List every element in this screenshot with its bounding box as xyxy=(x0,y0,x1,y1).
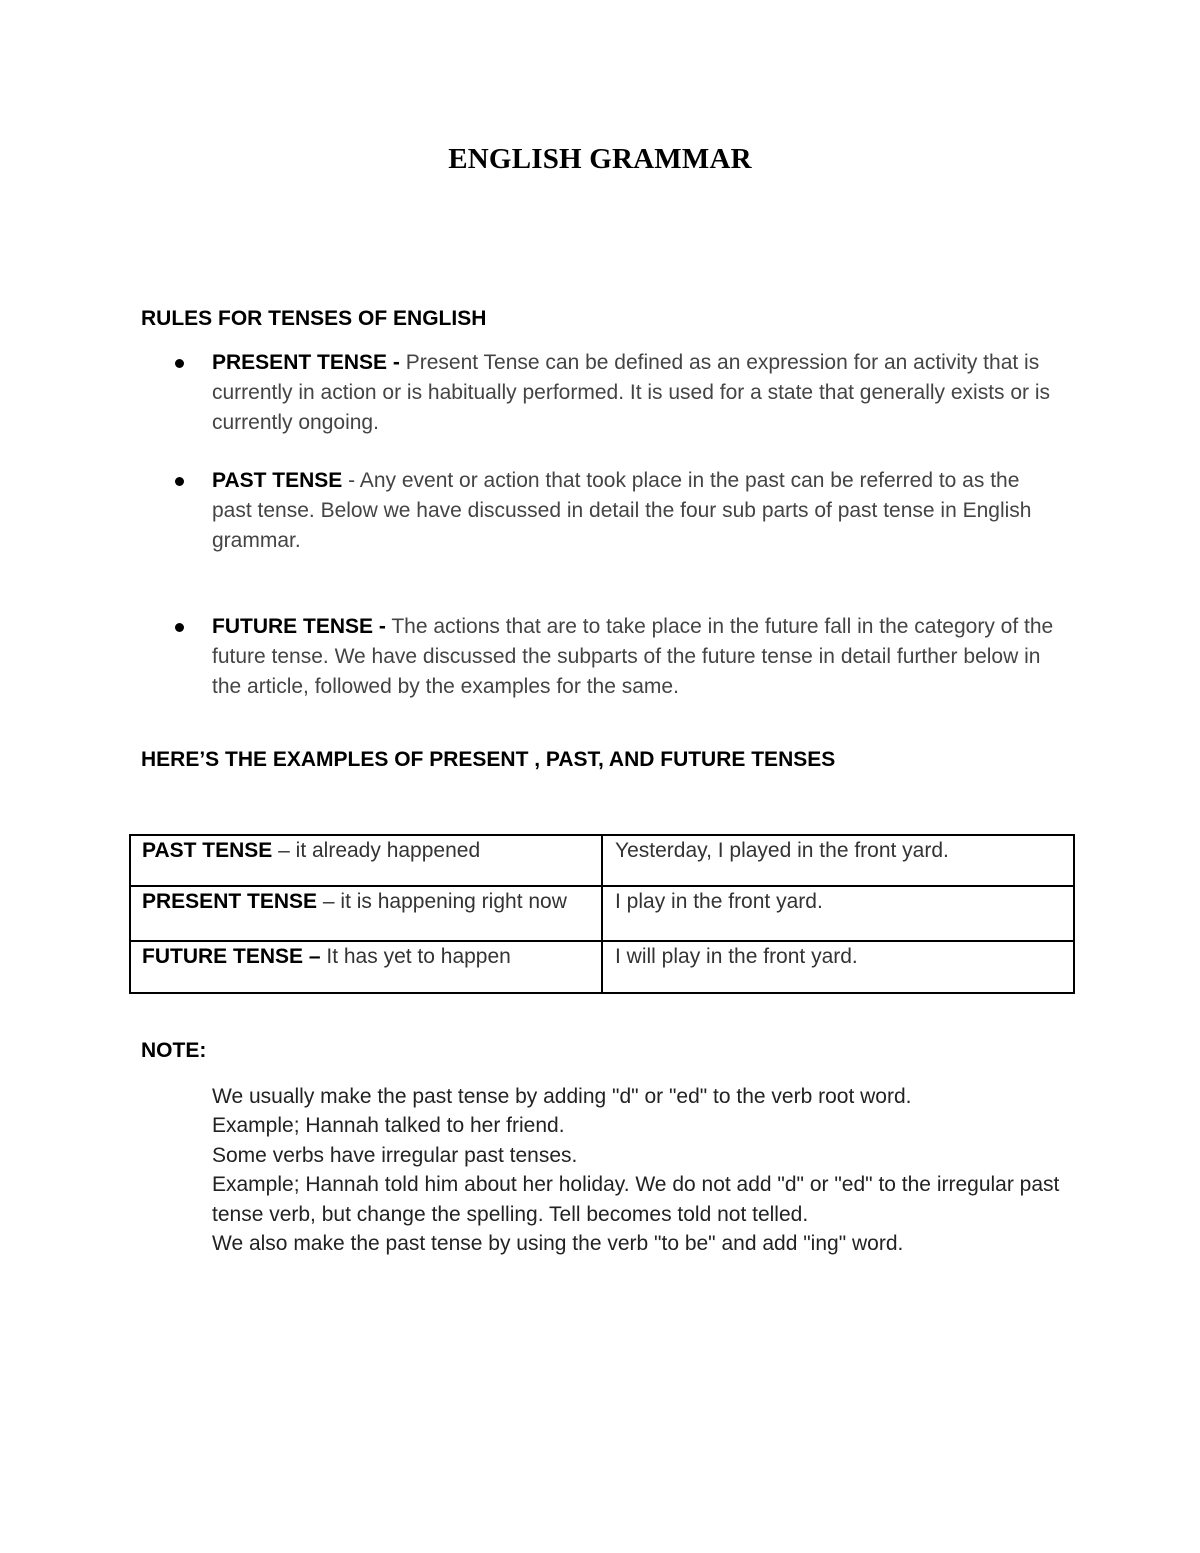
bullet-icon xyxy=(175,477,184,486)
examples-heading: HERE’S THE EXAMPLES OF PRESENT , PAST, AND FUTURE TENSES xyxy=(141,748,836,771)
table-row xyxy=(130,835,1074,886)
list-item-present-tense xyxy=(212,348,1062,438)
table-term: FUTURE TENSE – xyxy=(142,945,321,968)
table-description: It has yet to happen xyxy=(326,945,511,968)
note-line: We also make the past tense by using the verb "to be" and add "ing" word. xyxy=(212,1232,904,1256)
note-heading: NOTE: xyxy=(141,1039,207,1062)
table-cell-tense xyxy=(130,886,602,941)
note-line: Some verbs have irregular past tenses. xyxy=(212,1143,578,1167)
table-term: PAST TENSE xyxy=(142,839,273,862)
page-title: ENGLISH GRAMMAR xyxy=(448,143,752,175)
past-tense-definition: - Any event or action that took place in the past can be referred to as the past tense. Below we have discussed in detail the four sub parts of past tense in English grammar. xyxy=(212,469,1032,552)
present-tense-definition: Present Tense can be defined as an expression for an activity that is currently in action or is habitually performed. It is used for a state that generally exists or is currently ongoing. xyxy=(212,351,1051,434)
table-description: – it already happened xyxy=(278,839,481,862)
future-tense-term: FUTURE TENSE - xyxy=(212,615,386,638)
table-row xyxy=(130,886,1074,941)
bullet-icon xyxy=(175,359,184,368)
table-cell-example: I play in the front yard. xyxy=(602,886,1074,941)
bullet-icon xyxy=(175,623,184,632)
table-cell-example: Yesterday, I played in the front yard. xyxy=(602,835,1074,886)
past-tense-term: PAST TENSE xyxy=(212,469,343,492)
list-item-past-tense xyxy=(212,466,1062,556)
note-body xyxy=(212,1082,1112,1258)
table-row xyxy=(130,941,1074,993)
note-line: Example; Hannah talked to her friend. xyxy=(212,1114,565,1138)
table-term: PRESENT TENSE xyxy=(142,890,318,913)
table-description: – it is happening right now xyxy=(322,890,567,913)
table-cell-tense xyxy=(130,941,602,993)
rules-heading: RULES FOR TENSES OF ENGLISH xyxy=(141,307,487,330)
table-cell-tense xyxy=(130,835,602,886)
note-line: We usually make the past tense by adding "d" or "ed" to the verb root word. xyxy=(212,1085,912,1108)
note-line: Example; Hannah told him about her holiday. We do not add "d" or "ed" to the irregular past tense verb, but change the spelling. Tell becomes told not telled. xyxy=(212,1173,1060,1226)
present-tense-term: PRESENT TENSE - xyxy=(212,351,400,374)
future-tense-definition: The actions that are to take place in the future fall in the category of the future tense. We have discussed the subparts of the future tense in detail further below in the article, followed by the examples for the same. xyxy=(212,615,1054,698)
list-item-future-tense xyxy=(212,612,1062,702)
table-cell-example: I will play in the front yard. xyxy=(602,941,1074,993)
tense-examples-table xyxy=(129,834,1075,994)
